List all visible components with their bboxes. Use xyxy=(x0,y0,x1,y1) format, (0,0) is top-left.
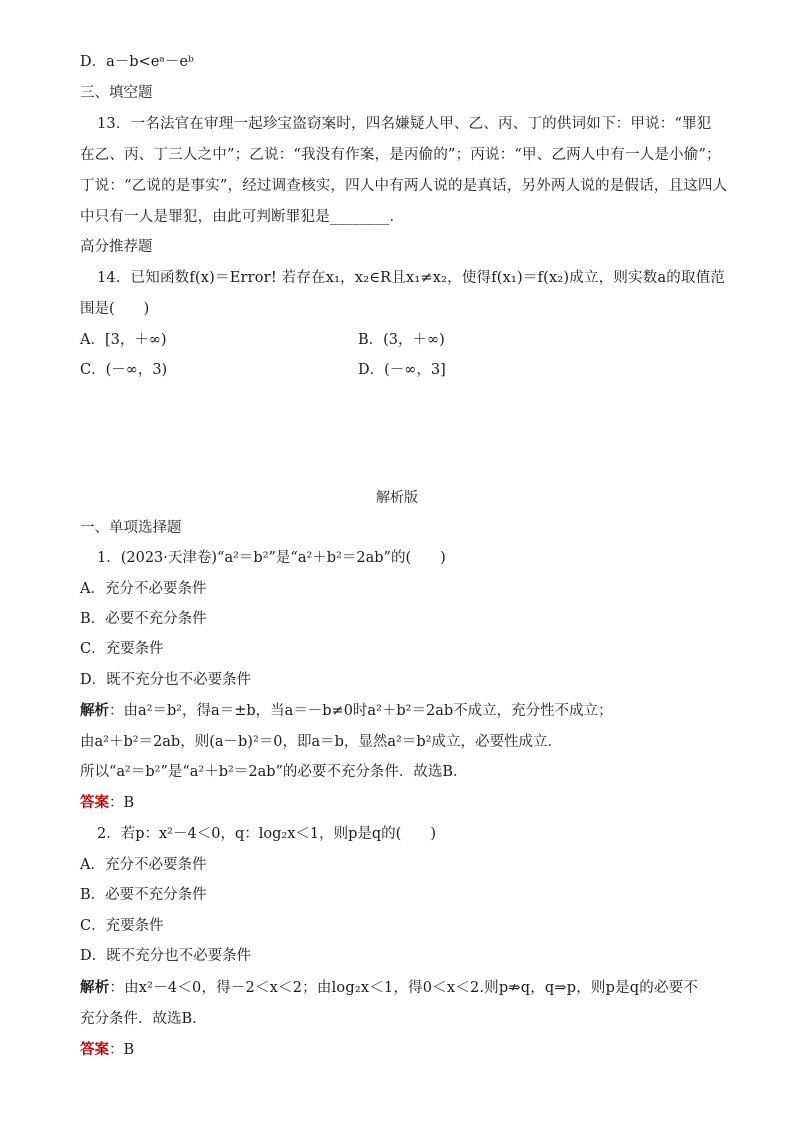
analysis-title: 解析版 xyxy=(376,490,418,506)
question-2-explanation-2: 充分条件．故选B． xyxy=(80,1011,207,1027)
question-1-explanation-1 xyxy=(80,701,613,721)
recommend-heading: 高分推荐题 xyxy=(80,239,153,255)
option-d: D．a－b<eᵃ－eᵇ xyxy=(80,54,194,70)
question-2-option-a: A．充分不必要条件 xyxy=(80,857,207,873)
question-14-line-2: 围是( ) xyxy=(80,301,150,317)
question-13-line-3: 丁说：“乙说的是事实”，经过调查核实，四人中有两人说的是真话，另外两人说的是假话，且这四人 xyxy=(80,178,728,194)
answer-label: 答案 xyxy=(80,1042,109,1058)
question-14-option-a: A．[3，＋∞) xyxy=(80,332,167,348)
question-1-option-a: A．充分不必要条件 xyxy=(80,581,207,597)
question-13-line-4: 中只有一人是罪犯，由此可判断罪犯是________． xyxy=(80,209,405,225)
question-1-explanation-2: 由a²＋b²＝2ab，则(a－b)²＝0，即a＝b，显然a²＝b²成立，必要性成立． xyxy=(80,734,562,750)
question-13-line-2: 在乙、丙、丁三人之中”；乙说：“我没有作案，是丙偷的”；丙说：“甲、乙两人中有一人是小偷”； xyxy=(80,147,721,163)
explanation-label: 解析 xyxy=(80,703,109,719)
question-1-option-b: B．必要不充分条件 xyxy=(80,611,207,627)
question-1-option-c: C．充要条件 xyxy=(80,641,164,657)
question-2-option-d: D．既不充分也不必要条件 xyxy=(80,948,252,964)
question-14-line-1: 14．已知函数f(x)＝Error! 若存在x₁，x₂∈R且x₁≠x₂，使得f(x₁)＝f(x₂)成立，则实数a的取值范 xyxy=(97,270,726,286)
question-2-option-c: C．充要条件 xyxy=(80,918,164,934)
question-2-explanation-1 xyxy=(80,978,698,998)
question-2-option-b: B．必要不充分条件 xyxy=(80,887,207,903)
question-1: 1．(2023·天津卷)“a²＝b²”是“a²＋b²＝2ab”的( ) xyxy=(97,550,446,566)
answer-value: ：B xyxy=(109,1042,135,1058)
explanation-label: 解析 xyxy=(80,980,110,996)
question-13-line-1: 13．一名法官在审理一起珍宝盗窃案时，四名嫌疑人甲、乙、丙、丁的供词如下：甲说：“罪犯 xyxy=(97,116,712,132)
question-1-answer xyxy=(80,793,134,813)
question-2: 2．若p：x²－4＜0，q：log₂x＜1，则p是q的( ) xyxy=(97,826,436,842)
answer-label: 答案 xyxy=(80,795,109,811)
question-1-option-d: D．既不充分也不必要条件 xyxy=(80,672,252,688)
section-heading-fill-blank: 三、填空题 xyxy=(80,85,153,101)
question-1-explanation-3: 所以“a²＝b²”是“a²＋b²＝2ab”的必要不充分条件．故选B． xyxy=(80,764,468,780)
question-14-option-c: C．(－∞，3) xyxy=(80,362,168,378)
explanation-text: ：由a²＝b²，得a＝±b，当a＝－b≠0时a²＋b²＝2ab不成立，充分性不成立； xyxy=(109,703,613,719)
answer-value: ：B xyxy=(109,795,135,811)
question-14-option-b: B．(3，＋∞) xyxy=(358,332,445,348)
question-2-answer xyxy=(80,1040,134,1060)
question-14-option-d: D．(－∞，3] xyxy=(358,362,446,378)
explanation-text: ：由x²－4＜0，得－2＜x＜2；由log₂x＜1，得0＜x＜2.则p⇏q，q⇒p，则p是q的必要不 xyxy=(109,980,699,996)
section-heading-single-choice: 一、单项选择题 xyxy=(80,520,182,536)
